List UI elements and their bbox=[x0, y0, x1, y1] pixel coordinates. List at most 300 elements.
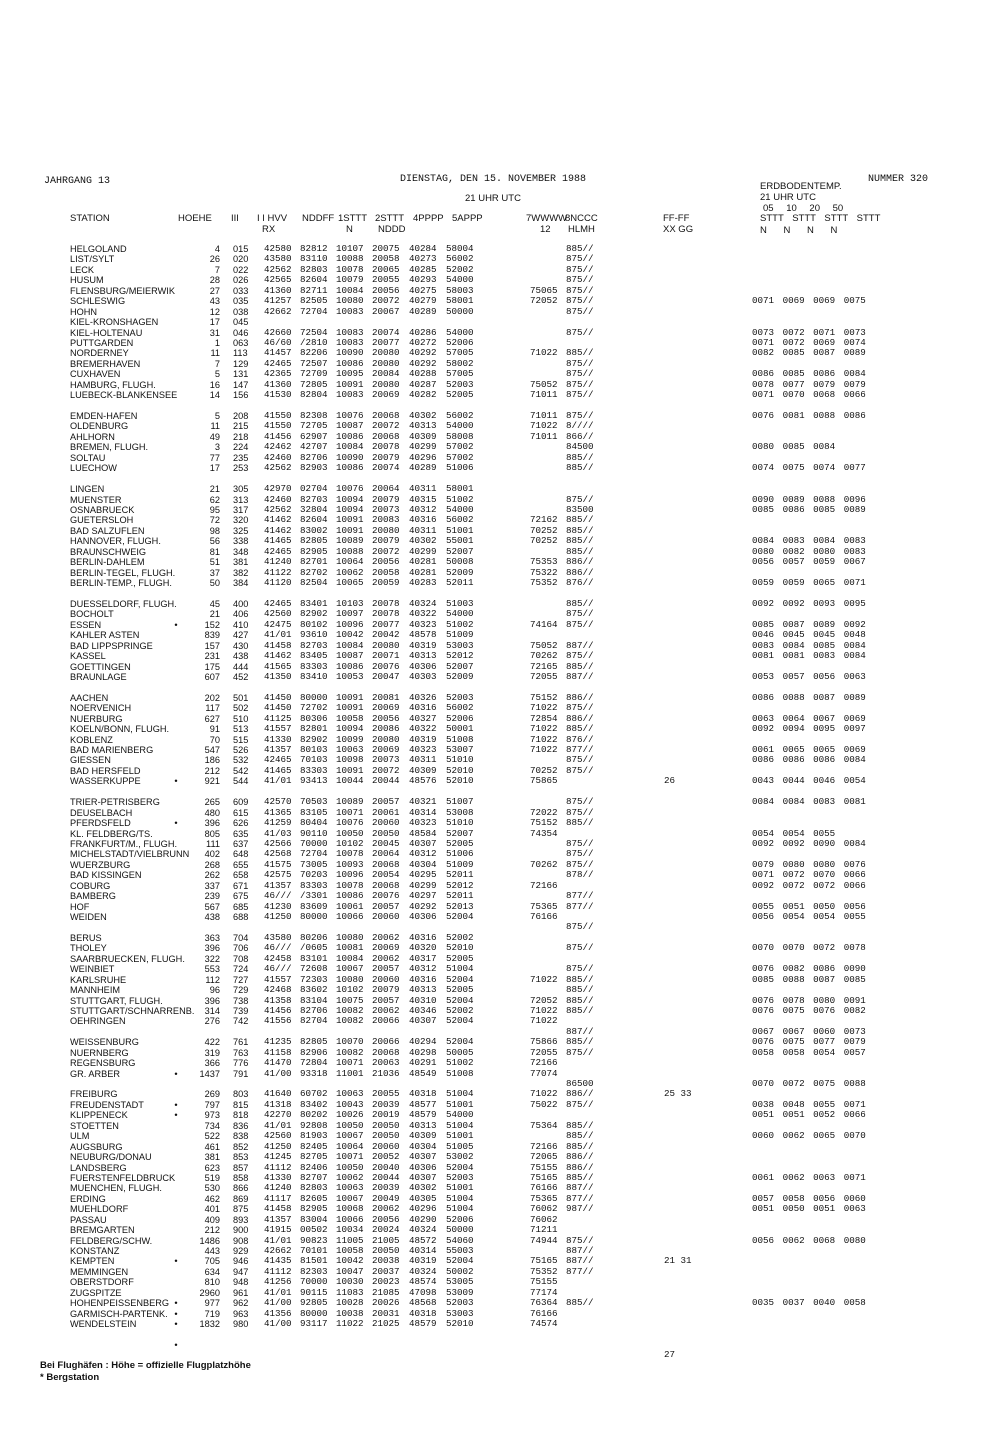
wwww-value: 72854 bbox=[530, 712, 558, 724]
iii-value: 515 bbox=[233, 734, 249, 745]
hoehe-value: 202 bbox=[204, 692, 220, 703]
hvv-value: 43580 bbox=[264, 931, 292, 943]
wwww-value: 71022 bbox=[530, 347, 558, 359]
sttt1-value: 10078 bbox=[336, 263, 364, 275]
mountain-mark bbox=[168, 588, 184, 598]
ncc-value: 86500 bbox=[566, 1078, 594, 1089]
station-name: FRANKFURT/M., FLUGH. bbox=[70, 838, 178, 849]
station-name: HELGOLAND bbox=[70, 244, 127, 254]
mountain-mark: • bbox=[174, 1298, 178, 1309]
nddff-value: 83405 bbox=[300, 650, 328, 662]
hvv-value: 41557 bbox=[264, 973, 292, 985]
mountain-mark bbox=[168, 996, 184, 1006]
sttt2-value: 20066 bbox=[372, 1015, 400, 1027]
sttt2-value: 20060 bbox=[372, 1140, 400, 1152]
ffff-value bbox=[664, 557, 692, 567]
ncc-value: 887// bbox=[566, 1182, 594, 1194]
soil-temp-cols: STTT STTT STTT STTT bbox=[760, 213, 881, 224]
sttt2-value: 20045 bbox=[372, 837, 400, 849]
soil-temp-value: 0051 0050 0051 0063 bbox=[752, 1203, 866, 1215]
mountain-mark bbox=[168, 891, 184, 901]
wwww-value: 71022 bbox=[530, 723, 558, 735]
nddff-value: 73005 bbox=[300, 858, 328, 870]
station-name: ULM bbox=[70, 1131, 90, 1142]
nddff-value: 82703 bbox=[300, 493, 328, 505]
pppp-value: 40309 bbox=[409, 430, 437, 442]
iii-value bbox=[233, 588, 248, 598]
ncc-value: 885// bbox=[566, 723, 594, 735]
sttt2-value: 20058 bbox=[372, 253, 400, 265]
station-name: ESSEN bbox=[70, 619, 102, 630]
hoehe-value: 530 bbox=[204, 1183, 220, 1194]
sttt1-value: 11001 bbox=[336, 1067, 364, 1079]
station-name: GARMISCH-PARTENK. bbox=[70, 1308, 168, 1319]
wwww-value bbox=[530, 985, 558, 995]
sttt1-value: 10088 bbox=[336, 253, 364, 265]
ffff-value bbox=[664, 1319, 692, 1329]
mountain-mark bbox=[168, 755, 184, 765]
hoehe-value: 396 bbox=[204, 818, 220, 829]
ffff-value bbox=[664, 703, 692, 713]
sttt2-value: 20079 bbox=[372, 493, 400, 505]
hvv-value: 41465 bbox=[264, 535, 292, 547]
appp-value: 52010 bbox=[446, 1318, 474, 1330]
iii-value: 026 bbox=[233, 275, 249, 286]
pppp-value: 40313 bbox=[409, 1119, 437, 1131]
hoehe-value: 1437 bbox=[199, 1068, 220, 1079]
ffff-value bbox=[664, 912, 692, 922]
sttt1-value: 10083 bbox=[336, 326, 364, 338]
wwww-value: 75052 bbox=[530, 378, 558, 390]
soil-temp-value: 0054 0054 0055 bbox=[752, 827, 836, 839]
hvv-value: 41330 bbox=[264, 733, 292, 745]
iii-value: 020 bbox=[233, 254, 249, 265]
wwww-value: 71011 bbox=[530, 389, 558, 401]
hoehe-value: 314 bbox=[204, 1005, 220, 1016]
hvv-value: 46/// bbox=[264, 942, 292, 954]
hvv-value: 42566 bbox=[264, 837, 292, 849]
sttt1-value: 10064 bbox=[336, 556, 364, 568]
ncc-value: 875// bbox=[566, 650, 594, 662]
sttt2-value: 20068 bbox=[372, 858, 400, 870]
ncc-value: 875// bbox=[566, 806, 594, 818]
iii-value: 858 bbox=[233, 1172, 249, 1183]
mountain-mark bbox=[168, 505, 184, 515]
mountain-mark bbox=[168, 463, 184, 473]
nddff-value: 82902 bbox=[300, 608, 328, 620]
mountain-mark bbox=[168, 599, 184, 609]
soil-temp-value: 0092 0092 0090 0084 bbox=[752, 837, 866, 849]
ffff-value bbox=[664, 735, 692, 745]
hvv-value: 42662 bbox=[264, 1245, 292, 1256]
ncc-value bbox=[566, 1309, 594, 1319]
ncc-value: 885// bbox=[566, 1140, 594, 1152]
ncc-value: 885// bbox=[566, 243, 594, 254]
mountain-mark bbox=[168, 1048, 184, 1058]
wwww-value: 75152 bbox=[530, 817, 558, 829]
ncc-value: 885// bbox=[566, 984, 594, 996]
pppp-value: 40288 bbox=[409, 368, 437, 380]
nddff-value: 72805 bbox=[300, 378, 328, 390]
hoehe-value: 43 bbox=[209, 296, 220, 307]
sttt1-value: 10087 bbox=[336, 420, 364, 432]
hoehe-value: 91 bbox=[209, 724, 220, 735]
mountain-mark bbox=[168, 1183, 184, 1193]
ffff-value bbox=[664, 1204, 692, 1214]
sttt2-value: 20073 bbox=[372, 503, 400, 515]
hoehe-value: 5 bbox=[214, 369, 220, 380]
pppp-value: 40322 bbox=[409, 723, 437, 735]
mountain-mark bbox=[168, 328, 184, 338]
ffff-value bbox=[664, 975, 692, 985]
ncc-value: 885// bbox=[566, 1130, 594, 1142]
station-name: KONSTANZ bbox=[70, 1246, 120, 1256]
station-name: REGENSBURG bbox=[70, 1058, 136, 1069]
hoehe-value: 27 bbox=[209, 285, 220, 296]
soil-temp-value: 0076 0075 0077 0079 bbox=[752, 1036, 866, 1048]
pppp-value: 40294 bbox=[409, 1036, 437, 1048]
nddff-value: /3301 bbox=[300, 890, 328, 902]
pppp-value: 48572 bbox=[409, 1234, 437, 1246]
soil-temp-value bbox=[752, 421, 912, 431]
mountain-mark bbox=[168, 609, 184, 619]
appp-value: 51008 bbox=[446, 733, 474, 745]
iii-value: 113 bbox=[233, 348, 248, 359]
appp-value: 51001 bbox=[446, 524, 474, 536]
hoehe-value: 438 bbox=[204, 912, 220, 922]
ffff-value bbox=[664, 641, 692, 651]
appp-value: 52004 bbox=[446, 994, 474, 1006]
hoehe-value: 607 bbox=[204, 671, 220, 682]
station-name: OSNABRUECK bbox=[70, 504, 135, 515]
soil-temp-value: 0085 0088 0087 0085 bbox=[752, 973, 866, 985]
sttt2-value: 20078 bbox=[372, 597, 400, 609]
sttt2-value: 20042 bbox=[372, 629, 400, 641]
nddff-value: 70000 bbox=[300, 1276, 328, 1288]
sttt2-value: 20065 bbox=[372, 263, 400, 275]
wwww-value: 76062 bbox=[530, 1213, 558, 1225]
wwww-value bbox=[530, 254, 558, 264]
hvv-value: 41/01 bbox=[264, 775, 292, 787]
hvv-value: 41458 bbox=[264, 639, 292, 651]
nddff-value: 81903 bbox=[300, 1130, 328, 1142]
mountain-mark: • bbox=[174, 1308, 178, 1319]
sttt1-value: 10096 bbox=[336, 869, 364, 881]
hoehe-value: 797 bbox=[204, 1099, 220, 1110]
appp-value: 51002 bbox=[446, 1057, 474, 1069]
station-name: BREMEN, FLUGH. bbox=[70, 442, 149, 453]
pppp-value: 40324 bbox=[409, 1265, 437, 1277]
hvv-value: 41360 bbox=[264, 284, 292, 296]
wwww-value: 77174 bbox=[530, 1286, 558, 1298]
ffff-value bbox=[664, 328, 692, 338]
appp-value: 58002 bbox=[446, 357, 474, 369]
sttt1-value: 10083 bbox=[336, 336, 364, 348]
sttt1-value: 10089 bbox=[336, 535, 364, 547]
ffff-value bbox=[664, 1016, 692, 1026]
ncc-value: 886// bbox=[566, 1088, 594, 1100]
sttt1-value: 10095 bbox=[336, 368, 364, 380]
hvv-value: 41/01 bbox=[264, 629, 292, 641]
nddff-value: 82812 bbox=[300, 243, 328, 254]
ffff-value bbox=[664, 390, 692, 400]
sttt2-value: 20057 bbox=[372, 963, 400, 975]
station-name: THOLEY bbox=[70, 943, 107, 954]
ffff-value bbox=[664, 505, 692, 515]
wwww-value: 72166 bbox=[530, 879, 558, 891]
ffff-value bbox=[664, 421, 692, 431]
station-name: WASSERKUPPE bbox=[70, 776, 141, 787]
appp-value: 55003 bbox=[446, 1245, 474, 1256]
sttt2-value: 20038 bbox=[372, 1255, 400, 1267]
mountain-mark bbox=[168, 1215, 184, 1225]
soil-temp-value: 0074 0075 0074 0077 bbox=[752, 462, 866, 474]
station-name: BREMGARTEN bbox=[70, 1225, 135, 1236]
soil-temp-value bbox=[752, 244, 912, 254]
appp-value: 53003 bbox=[446, 1307, 474, 1319]
ffff-value bbox=[664, 1194, 692, 1204]
iii-value: 015 bbox=[233, 244, 249, 254]
wwww-value bbox=[530, 787, 558, 797]
wwww-value bbox=[530, 474, 558, 484]
wwww-value: 71022 bbox=[530, 744, 558, 755]
hvv-value: 41356 bbox=[264, 1307, 292, 1319]
pppp-value: 40323 bbox=[409, 618, 437, 630]
station-name: DEUSELBACH bbox=[70, 807, 133, 818]
sttt1-value: 10058 bbox=[336, 712, 364, 724]
pppp-value: 40311 bbox=[409, 524, 437, 536]
nddff-value: 83101 bbox=[300, 952, 328, 964]
sttt2-value: 20056 bbox=[372, 1213, 400, 1225]
station-name: BERLIN-DAHLEM bbox=[70, 557, 145, 568]
sttt2-value: 20081 bbox=[372, 691, 400, 703]
sttt2-value: 20079 bbox=[372, 451, 400, 463]
ffff-value bbox=[664, 296, 692, 306]
wwww-value: 72065 bbox=[530, 1151, 558, 1163]
mountain-mark bbox=[168, 1037, 184, 1047]
hvv-value: 41456 bbox=[264, 430, 292, 442]
sttt1-value: 10093 bbox=[336, 858, 364, 870]
soil-temp-value: 0085 0087 0089 0092 bbox=[752, 618, 866, 630]
mountain-mark bbox=[168, 1288, 184, 1298]
hvv-value: 46/// bbox=[264, 963, 292, 975]
iii-value: 208 bbox=[233, 411, 249, 421]
pppp-value: 40319 bbox=[409, 639, 437, 651]
iii-value: 869 bbox=[233, 1193, 249, 1204]
sttt2-value: 20057 bbox=[372, 994, 400, 1006]
iii-value: 338 bbox=[233, 536, 249, 547]
hvv-value: 41112 bbox=[264, 1265, 292, 1277]
pppp-value: 40316 bbox=[409, 973, 437, 985]
hoehe-value: 117 bbox=[205, 703, 220, 714]
sttt1-value: 10071 bbox=[336, 806, 364, 818]
appp-value: 51006 bbox=[446, 848, 474, 860]
ffff-column bbox=[664, 244, 692, 1361]
mountain-mark bbox=[168, 829, 184, 839]
hvv-value: 42460 bbox=[264, 493, 292, 505]
iii-value: 156 bbox=[233, 390, 249, 401]
hoehe-value: 7 bbox=[214, 358, 220, 369]
sttt2-value: 20080 bbox=[372, 524, 400, 536]
mountain-mark bbox=[168, 359, 184, 369]
sttt2-value: 20040 bbox=[372, 1161, 400, 1173]
pppp-value: 40283 bbox=[409, 577, 437, 588]
nddff-value: 82906 bbox=[300, 1046, 328, 1058]
sttt2-value: 20074 bbox=[372, 326, 400, 338]
ncc-value bbox=[566, 1277, 594, 1287]
appp-value: 52011 bbox=[446, 869, 474, 881]
appp-value: 51004 bbox=[446, 1192, 474, 1204]
pppp-value: 48574 bbox=[409, 1276, 437, 1288]
ffff-value bbox=[664, 829, 692, 839]
hoehe-value: 409 bbox=[204, 1214, 220, 1225]
appp-value: 50008 bbox=[446, 556, 474, 568]
wwww-value: 71022 bbox=[530, 973, 558, 985]
sttt2-value: 20062 bbox=[372, 1203, 400, 1215]
hvv-value: 41358 bbox=[264, 994, 292, 1006]
iii-value: 763 bbox=[233, 1047, 249, 1058]
sttt1-value: 10058 bbox=[336, 1245, 364, 1256]
wwww-value: 72166 bbox=[530, 1057, 558, 1069]
station-name: KASSEL bbox=[70, 651, 106, 662]
sttt2-value: 20072 bbox=[372, 764, 400, 776]
wwww-value bbox=[530, 453, 558, 463]
station-name: LINGEN bbox=[70, 484, 105, 495]
hvv-value: 41462 bbox=[264, 650, 292, 662]
pppp-value: 40282 bbox=[409, 389, 437, 401]
iii-column bbox=[233, 244, 248, 1330]
sttt2-value: 20055 bbox=[372, 1088, 400, 1100]
nddff-value: 82505 bbox=[300, 295, 328, 307]
station-name: PFERDSFELD bbox=[70, 818, 131, 829]
nddff-value: 70503 bbox=[300, 796, 328, 808]
mountain-mark bbox=[168, 724, 184, 734]
wwww-value: 74164 bbox=[530, 618, 558, 630]
ncc-value: 875// bbox=[566, 295, 594, 307]
sttt2-value: 20023 bbox=[372, 1276, 400, 1288]
station-name: NORDERNEY bbox=[70, 348, 129, 359]
appp-value: 52004 bbox=[446, 973, 474, 985]
station-name: KL. FELDBERG/TS. bbox=[70, 828, 153, 839]
hvv-value: 42465 bbox=[264, 597, 292, 609]
iii-value bbox=[233, 474, 248, 484]
footer-note-airports: Bei Flughäfen : Höhe = offizielle Flugplatzhöhe bbox=[40, 1360, 251, 1371]
col-wwww: 7WWWW bbox=[526, 213, 568, 224]
soil-temp-value bbox=[752, 265, 912, 275]
appp-value: 52006 bbox=[446, 1213, 474, 1225]
nddff-value: 82805 bbox=[300, 535, 328, 547]
iii-value: 852 bbox=[233, 1141, 249, 1152]
wwww-value: 72022 bbox=[530, 806, 558, 818]
soil-temp-value bbox=[752, 818, 912, 828]
ncc-value: 875// bbox=[566, 378, 594, 390]
hoehe-value: 634 bbox=[204, 1266, 220, 1277]
pppp-value: 40287 bbox=[409, 378, 437, 390]
station-name: KIEL-KRONSHAGEN bbox=[70, 317, 159, 328]
sttt1-value: 10097 bbox=[336, 608, 364, 620]
hvv-value: 41256 bbox=[264, 1276, 292, 1288]
iii-value: 218 bbox=[233, 431, 249, 442]
pppp-value: 40314 bbox=[409, 1245, 437, 1256]
iii-value: 688 bbox=[233, 912, 249, 922]
station-name: LUECHOW bbox=[70, 463, 117, 474]
station-name: MICHELSTADT/VIELBRUNN bbox=[70, 849, 190, 860]
wwww-value: 71011 bbox=[530, 410, 558, 421]
mountain-mark bbox=[168, 568, 184, 578]
pppp-value: 40299 bbox=[409, 441, 437, 453]
hvv-value: 41240 bbox=[264, 556, 292, 568]
nddff-value: 82308 bbox=[300, 410, 328, 421]
soil-temp-value: 0056 0054 0054 0055 bbox=[752, 911, 866, 922]
hvv-value: 41350 bbox=[264, 670, 292, 682]
ncc-value: 875// bbox=[566, 608, 594, 620]
ffff-value bbox=[664, 463, 692, 473]
hoehe-value: 810 bbox=[204, 1277, 220, 1288]
appp-value: 52002 bbox=[446, 1004, 474, 1016]
sttt2-value: 20071 bbox=[372, 650, 400, 662]
hoehe-value: 45 bbox=[209, 598, 220, 609]
appp-value: 54000 bbox=[446, 274, 474, 286]
mountain-mark bbox=[168, 244, 184, 254]
mountain-mark bbox=[168, 933, 184, 943]
appp-value: 52010 bbox=[446, 775, 474, 787]
soil-temp-value: 0086 0085 0086 0084 bbox=[752, 368, 866, 380]
pppp-value: 40293 bbox=[409, 274, 437, 286]
mountain-mark bbox=[168, 1236, 184, 1246]
hoehe-value: 262 bbox=[204, 870, 220, 881]
sttt2-value: 20039 bbox=[372, 1182, 400, 1194]
mountain-mark: • bbox=[174, 1339, 178, 1350]
ffff-value: 21 31 bbox=[664, 1255, 692, 1267]
soil-temp-value bbox=[752, 1152, 912, 1162]
wwww-value: 75364 bbox=[530, 1119, 558, 1131]
pppp-value: 40318 bbox=[409, 1307, 437, 1319]
iii-value: 438 bbox=[233, 651, 249, 662]
ncc-value: 887// bbox=[566, 639, 594, 651]
soil-temp-value bbox=[752, 1277, 912, 1287]
hvv-value: 41330 bbox=[264, 1171, 292, 1183]
ncc-value: 885// bbox=[566, 462, 594, 474]
sttt1-value: 10076 bbox=[336, 410, 364, 421]
hvv-value: 41462 bbox=[264, 524, 292, 536]
station-name: GUETERSLOH bbox=[70, 515, 134, 526]
sttt1-value: 10086 bbox=[336, 357, 364, 369]
soil-temp-value: 0084 0084 0083 0081 bbox=[752, 796, 866, 808]
appp-value: 52004 bbox=[446, 1015, 474, 1027]
ffff-value bbox=[664, 964, 692, 974]
pppp-value: 40327 bbox=[409, 712, 437, 724]
appp-value: 52005 bbox=[446, 952, 474, 964]
station-name: FREUDENSTADT bbox=[70, 1099, 144, 1110]
station-name: BERLIN-TEMP., FLUGH. bbox=[70, 578, 172, 588]
ffff-value bbox=[664, 1121, 692, 1131]
wwww-value: 75866 bbox=[530, 1036, 558, 1048]
hoehe-value: 11 bbox=[210, 348, 220, 359]
appp-value: 58001 bbox=[446, 483, 474, 495]
soil-temp-value: 0092 0092 0093 0095 bbox=[752, 597, 866, 609]
hvv-value: 41458 bbox=[264, 1203, 292, 1215]
sttt1-value: 10067 bbox=[336, 1130, 364, 1142]
station-name: OLDENBURG bbox=[70, 421, 129, 432]
appp-value: 52003 bbox=[446, 378, 474, 390]
soil-temp-value: 0051 0051 0052 0066 bbox=[752, 1109, 866, 1121]
appp-value: 52006 bbox=[446, 336, 474, 348]
nddff-value: 82903 bbox=[300, 462, 328, 474]
sttt2-column bbox=[372, 244, 400, 1330]
appp-value: 52012 bbox=[446, 650, 474, 662]
iii-value: 815 bbox=[233, 1099, 249, 1110]
soil-temp-value bbox=[752, 307, 912, 317]
